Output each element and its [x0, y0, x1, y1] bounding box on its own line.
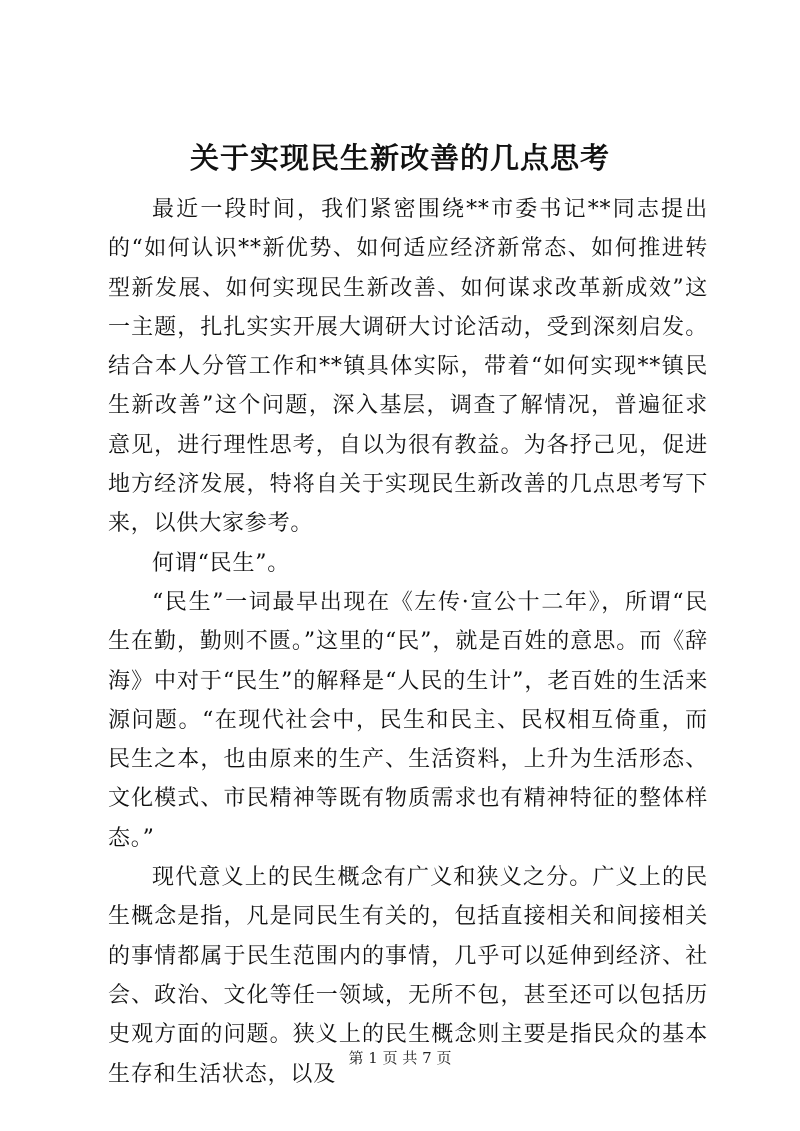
- paragraph-intro: 最近一段时间，我们紧密围绕**市委书记**同志提出的“如何认识**新优势、如何适应经济新常态、如何推进转型新发展、如何实现民生新改善、如何谋求改革新成效”这一主题，扎扎实实开展大调研大讨论活动，受到深刻启发。结合本人分管工作和**镇具体实际，带着“如何实现**镇民生新改善”这个问题，深入基层，调查了解情况，普遍征求意见，进行理性思考，自以为很有教益。为各抒己见，促进地方经济发展，特将自关于实现民生新改善的几点思考写下来，以供大家参考。: [108, 197, 708, 537]
- paragraph-definition: 现代意义上的民生概念有广义和狭义之分。广义上的民生概念是指，凡是同民生有关的，包括直接相关和间接相关的事情都属于民生范围内的事情，几乎可以延伸到经济、社会、政治、文化等任一领域，无所不包，甚至还可以包括历史观方面的问题。狭义上的民生概念则主要是指民众的基本生存和生活状态，以及: [108, 865, 708, 1087]
- document-title: 关于实现民生新改善的几点思考: [189, 141, 610, 175]
- paragraph-origin: “民生”一词最早出现在《左传·宣公十二年》，所谓“民生在勤，勤则不匮。”这里的“民”，就是百姓的意思。而《辞海》中对于“民生”的解释是“人民的生计”，老百姓的生活来源问题。“在现代社会中，民生和民主、民权相互倚重，而民生之本，也由原来的生产、生活资料，上升为生活形态、文化模式、市民精神等既有物质需求也有精神特征的整体样态。”: [108, 589, 708, 851]
- page-number-footer: 第 1 页 共 7 页: [348, 1049, 452, 1067]
- paragraph-heading-minsheng: 何谓“民生”。: [152, 550, 291, 576]
- document-body: [108, 190, 708, 1094]
